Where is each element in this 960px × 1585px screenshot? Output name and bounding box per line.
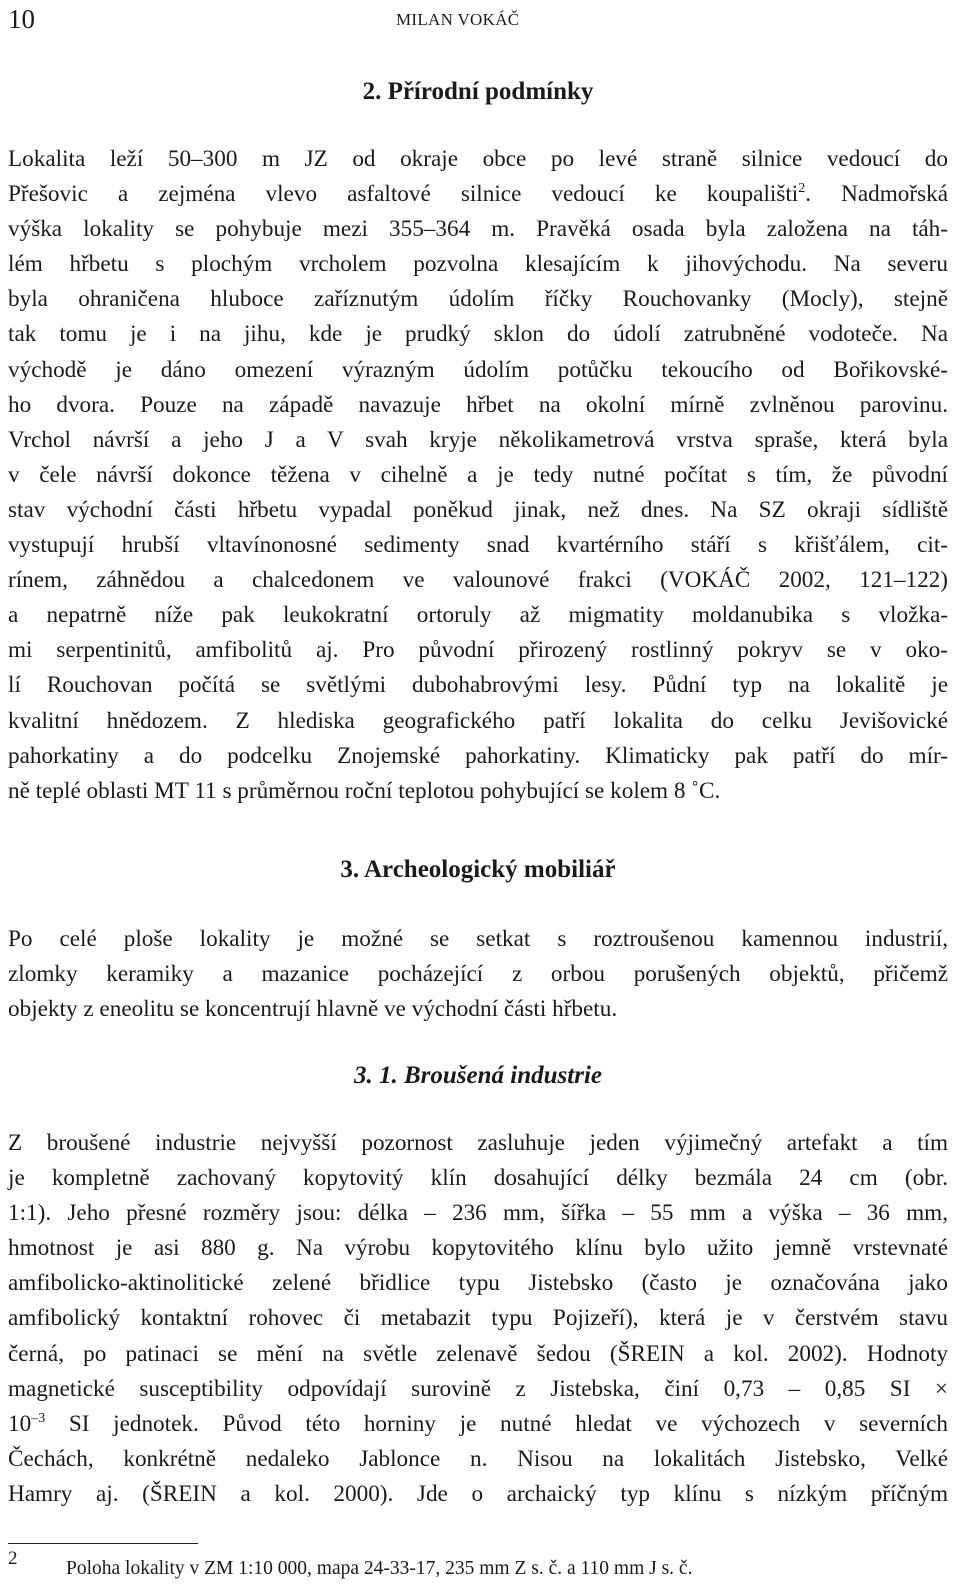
paragraph-prirodni-podminky	[8, 142, 948, 809]
text-line: výška lokality se pohybuje mezi 355–364 m. Pravěká osada byla založena na táh-	[8, 216, 948, 243]
subsection-title-brousena-industrie: 3. 1. Broušená industrie	[354, 1062, 602, 1089]
text-line: v čele návrší dokonce těžena v cihelně a je tedy nutné počítat s tím, že původní	[8, 461, 948, 488]
text-line: magnetické susceptibility odpovídají surovině z Jistebska, činí 0,73 – 0,85 SI ×	[8, 1375, 948, 1402]
footnote-divider	[8, 1543, 198, 1544]
text-line: Hamry aj. (ŠREIN a kol. 2000). Jde o archaický typ klínu s nízkým příčným	[8, 1480, 948, 1507]
text-line: 1:1). Jeho přesné rozměry jsou: délka – 236 mm, šířka – 55 mm a výška – 36 mm,	[8, 1200, 948, 1227]
text-line: tak tomu je i na jihu, kde je prudký sklon do údolí zatrubněné vodoteče. Na	[8, 321, 948, 348]
running-title: MILAN VOKÁČ	[396, 10, 520, 29]
text-line: amfibolicko-aktinolitické zelené břidlice typu Jistebsko (často je označována jako	[8, 1270, 948, 1297]
text-line: kvalitní hnědozem. Z hlediska geografického patří lokalita do celku Jevišovické	[8, 707, 948, 734]
text-line: vystupují hrubší vltavínonosné sedimenty snad kvartérního stáří s křišťálem, cit-	[8, 532, 948, 559]
text-line: Čechách, konkrétně nedaleko Jablonce n. Nisou na lokalitách Jistebsko, Velké	[8, 1445, 948, 1472]
text-line: lém hřbetu s plochým vrcholem pozvolna klesajícím k jihovýchodu. Na severu	[8, 251, 948, 278]
paragraph-brousena-industrie	[8, 1126, 948, 1512]
footnote-reference: 2	[798, 181, 806, 197]
text-line: Vrchol návrší a jeho J a V svah kryje několikametrová vrstva spraše, která byla	[8, 426, 948, 453]
footnote-text: Poloha lokality v ZM 1:10 000, mapa 24-33-17, 235 mm Z s. č. a 110 mm J s. č.	[66, 1558, 693, 1579]
text-line: Z broušené industrie nejvyšší pozornost zasluhuje jeden výjimečný artefakt a tím	[8, 1130, 948, 1156]
page-number: 10	[8, 4, 35, 34]
text-line: stav východní části hřbetu vypadal poněkud jinak, než dnes. Na SZ okraji sídliště	[8, 496, 948, 523]
text-segment: . Nadmořská	[805, 181, 948, 208]
text-line: a nepatrně níže pak leukokratní ortoruly až migmatity moldanubika s vložka-	[8, 602, 948, 629]
text-line: objekty z eneolitu se koncentrují hlavně ve východní části hřbetu.	[8, 996, 618, 1023]
text-line: lí Rouchovan počítá se světlými dubohabrovými lesy. Půdní typ na lokalitě je	[8, 672, 948, 699]
paragraph-archeologicky-mobiliar	[8, 922, 948, 1027]
text-line: pahorkatiny a do podcelku Znojemské pahorkatiny. Klimaticky pak patří do mír-	[8, 742, 948, 769]
footnote	[8, 1548, 948, 1584]
text-line: Lokalita leží 50–300 m JZ od okraje obce po levé straně silnice vedoucí do	[8, 146, 948, 172]
text-line: mi serpentinitů, amfibolitů aj. Pro původní přirozený rostlinný pokryv se v oko-	[8, 637, 948, 664]
section-title-prirodni-podminky: 2. Přírodní podmínky	[362, 78, 594, 105]
text-line: amfibolický kontaktní rohovec či metabazit typu Pojizeří), která je v čerstvém stavu	[8, 1305, 948, 1332]
text-line: Po celé ploše lokality je možné se setkat s roztroušenou kamennou industrií,	[8, 926, 948, 952]
text-line: hmotnost je asi 880 g. Na výrobu kopytovitého klínu bylo užito jemně vrstevnaté	[8, 1235, 948, 1262]
text-line	[8, 1407, 948, 1442]
text-segment: 10	[8, 1410, 32, 1437]
text-segment: Přešovic a zejména vlevo asfaltové silnice vedoucí ke koupališti	[8, 181, 799, 208]
text-line: je kompletně zachovaný kopytovitý klín dosahující délky bezmála 24 cm (obr.	[8, 1165, 948, 1192]
text-line: zlomky keramiky a mazanice pocházející z orbou porušených objektů, přičemž	[8, 961, 948, 988]
footnote-mark: 2	[8, 1548, 18, 1569]
text-line: černá, po patinaci se mění na světle zelenavě šedou (ŠREIN a kol. 2002). Hodnoty	[8, 1340, 948, 1367]
text-line	[8, 177, 948, 212]
text-line: rínem, záhnědou a chalcedonem ve valounové frakci (VOKÁČ 2002, 121–122)	[8, 567, 948, 594]
exponent: –3	[31, 1410, 46, 1426]
text-line: východě je dáno omezení výrazným údolím potůčku tekoucího od Bořikovské-	[8, 356, 948, 383]
section-title-archeologicky-mobiliar: 3. Archeologický mobiliář	[340, 856, 616, 883]
text-line: ho dvora. Pouze na západě navazuje hřbet na okolní mírně zvlněnou parovinu.	[8, 391, 948, 418]
text-line: ně teplé oblasti MT 11 s průměrnou roční teplotou pohybující se kolem 8 ˚C.	[8, 777, 721, 804]
text-line: byla ohraničena hluboce zaříznutým údolím říčky Rouchovanky (Mocly), stejně	[8, 286, 948, 313]
running-header	[8, 4, 948, 38]
text-segment: SI jednotek. Původ této horniny je nutné hledat ve výchozech v severních	[45, 1410, 948, 1437]
